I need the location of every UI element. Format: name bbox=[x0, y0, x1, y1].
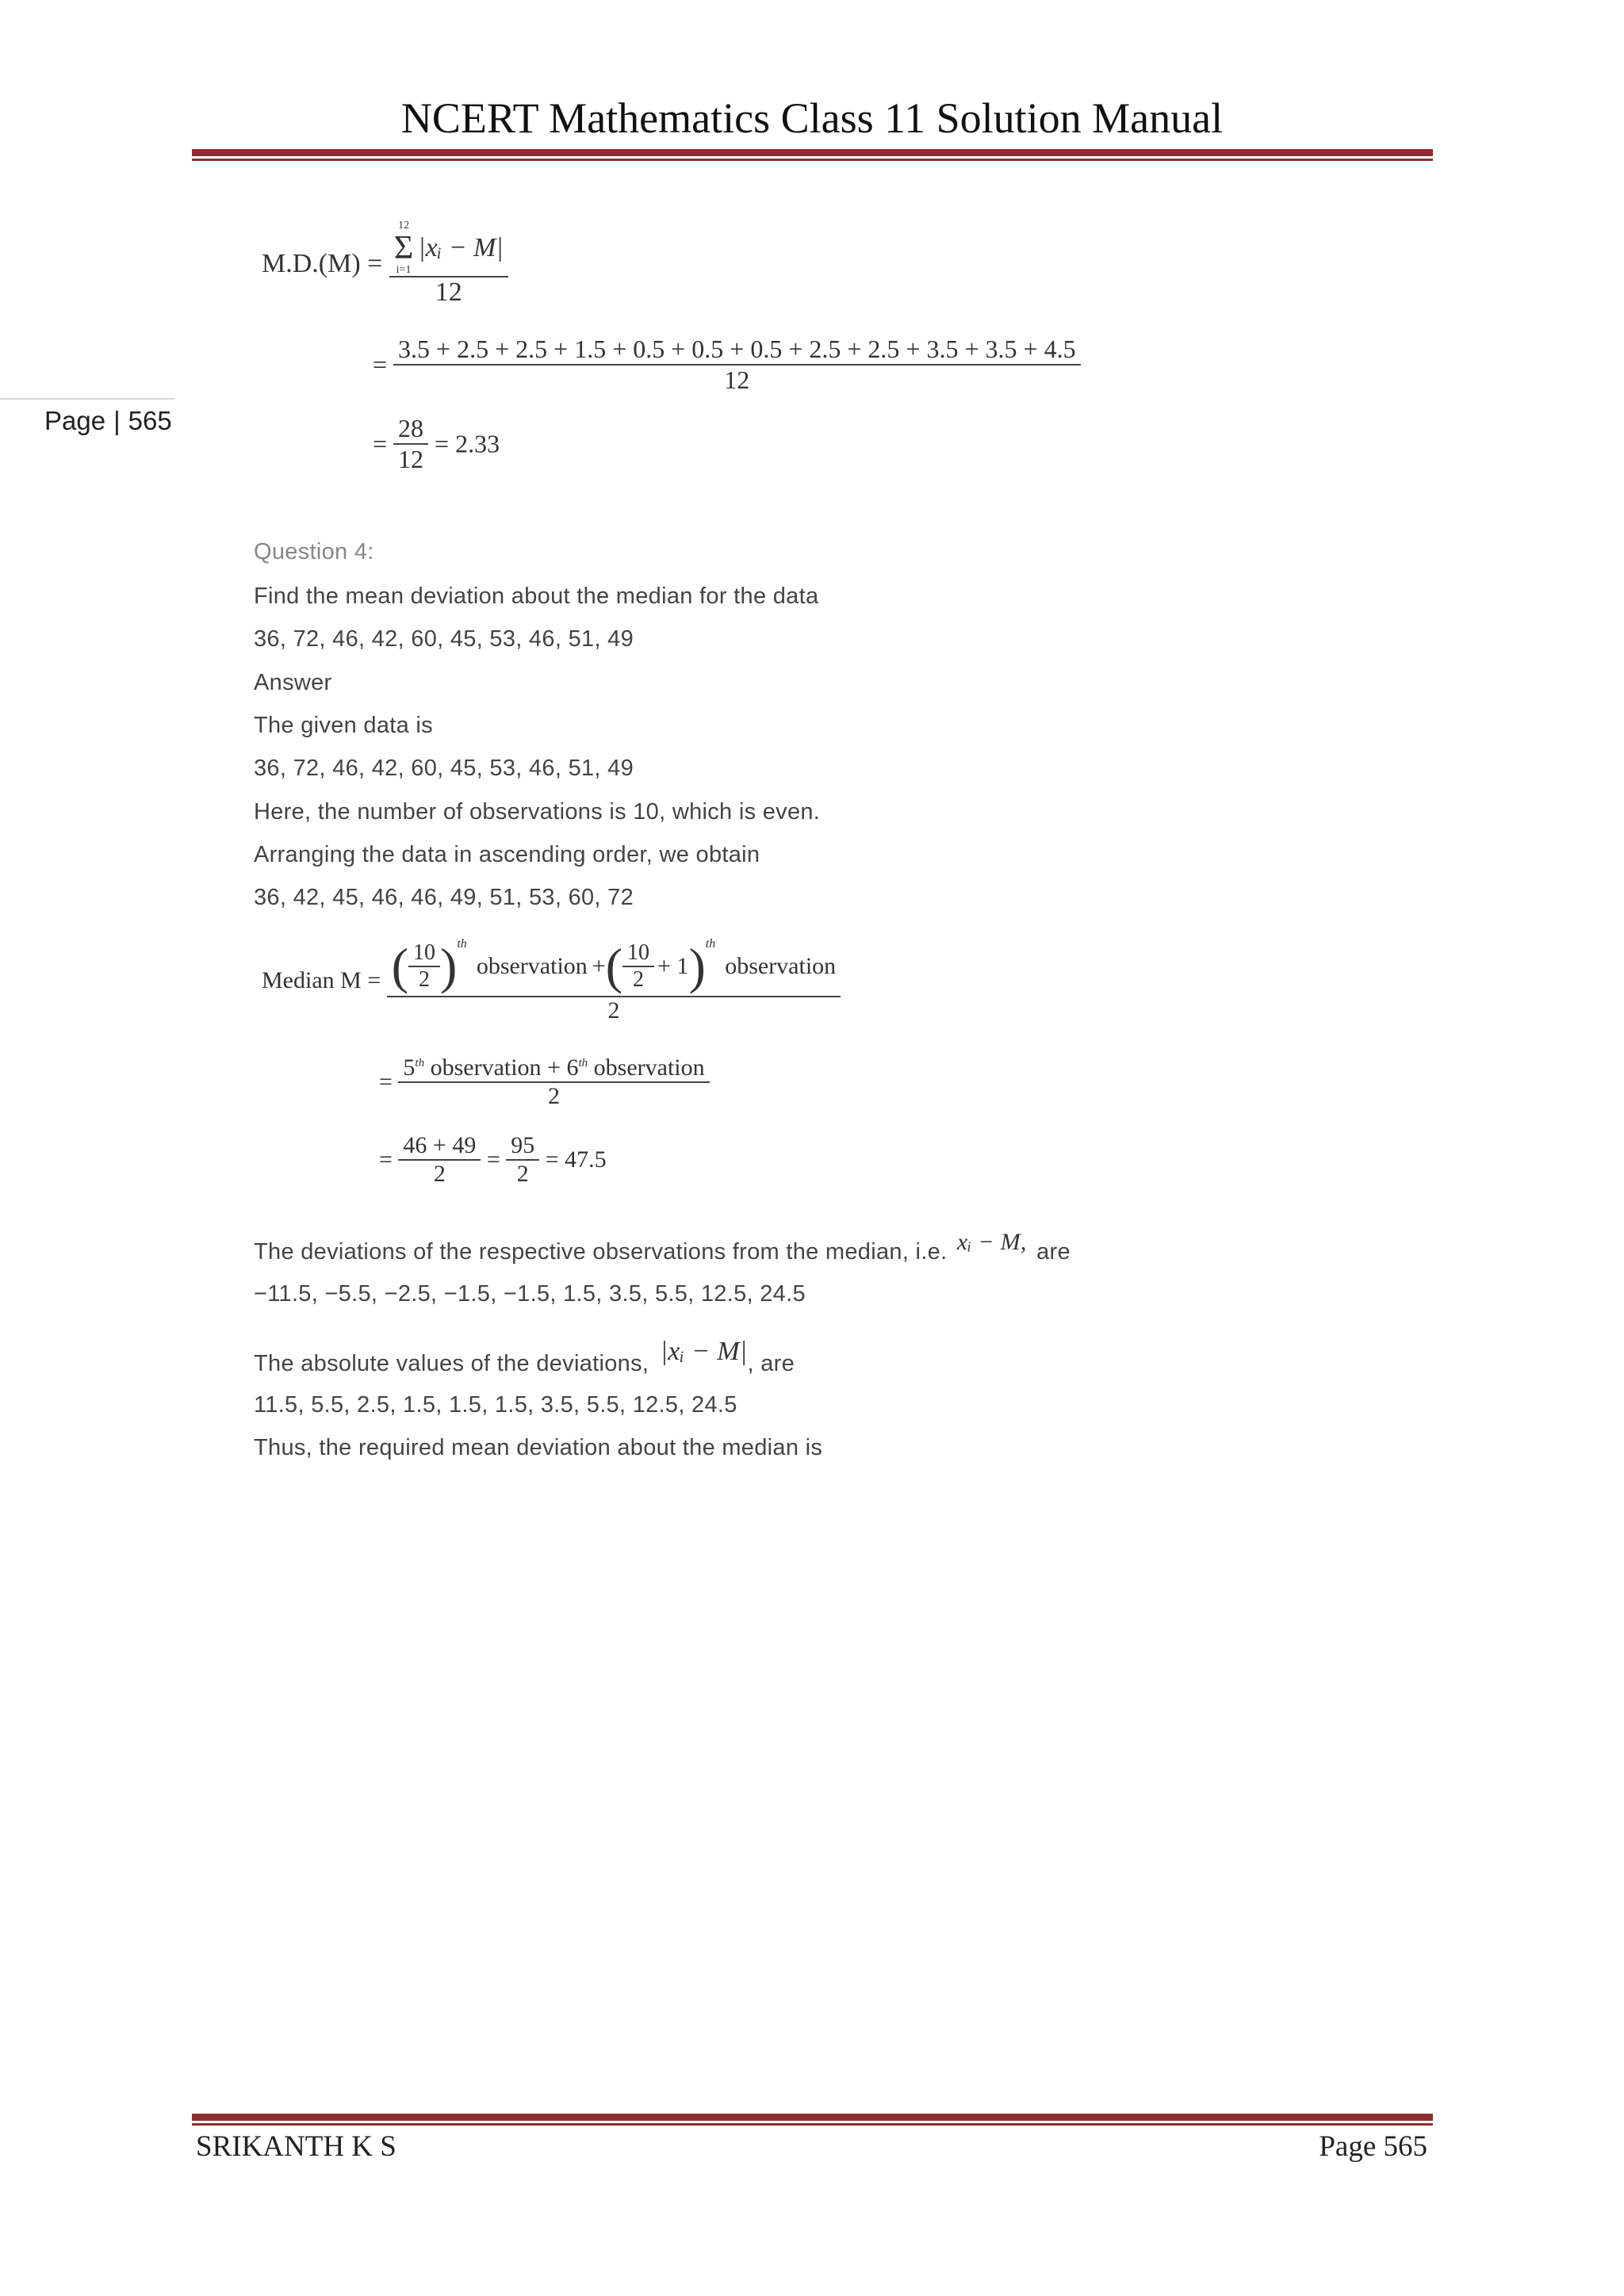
page-header-title: NCERT Mathematics Class 11 Solution Manual bbox=[400, 94, 1224, 142]
median-line-2: = $\frac{5^{th} observation + 6^{th} observation}{2}$ bbox=[379, 1054, 710, 1110]
footer-page-number: Page 565 bbox=[1319, 2130, 1427, 2163]
count-note: Here, the number of observations is 10, which is even. bbox=[254, 799, 821, 825]
sorted-data: 36, 42, 45, 46, 46, 49, 51, 53, 60, 72 bbox=[254, 885, 634, 910]
md-result: = 2.33 bbox=[435, 429, 500, 458]
question-heading: Question 4: bbox=[254, 539, 374, 564]
margin-page-value: 565 bbox=[128, 406, 172, 435]
deviation-expression: xᵢ − M, bbox=[956, 1229, 1027, 1255]
footer-rule bbox=[192, 2114, 1433, 2126]
md-sum-fraction: 12 Σ i=1 |xᵢ − M| 12 bbox=[389, 220, 508, 308]
md-lhs: M.D.(M) = bbox=[262, 249, 383, 278]
median-lhs: Median M = bbox=[262, 967, 381, 993]
md-line-2: = 3.5 + 2.5 + 2.5 + 1.5 + 0.5 + 0.5 + 0.5 + 2.5 + 2.5 + 3.5 + 3.5 + 4.5 12 bbox=[373, 335, 1081, 395]
margin-page-separator: | bbox=[113, 406, 121, 435]
margin-page-label: Page bbox=[44, 406, 106, 435]
arranging-text: Arranging the data in ascending order, we obtain bbox=[254, 842, 760, 867]
given-text: The given data is bbox=[254, 713, 433, 738]
median-formula: Median M = ( $\frac{10}{2}$ ) $^{th}$ observation + ( $\frac{10}{2}$ + 1 ) $^{th}$ observation 2 bbox=[262, 937, 841, 1024]
md-line-3: = $\frac{28}{12}$ = 2.33 bbox=[373, 414, 500, 473]
margin-page-number bbox=[44, 406, 172, 436]
header-rule bbox=[192, 149, 1433, 161]
deviations-intro: The deviations of the respective observations from the median, i.e. xᵢ − M, are bbox=[254, 1229, 1071, 1265]
md-sum-numerator: 3.5 + 2.5 + 2.5 + 1.5 + 0.5 + 0.5 + 0.5 + 2.5 + 2.5 + 3.5 + 3.5 + 4.5 bbox=[398, 335, 1076, 363]
question-data: 36, 72, 46, 42, 60, 45, 53, 46, 51, 49 bbox=[254, 626, 634, 652]
abs-expression: |xᵢ − M| bbox=[660, 1337, 748, 1366]
margin-rule bbox=[0, 398, 174, 400]
question-prompt: Find the mean deviation about the median for the data bbox=[254, 584, 819, 609]
md-formula bbox=[262, 220, 508, 308]
answer-label: Answer bbox=[254, 670, 332, 695]
median-result: = 47.5 bbox=[545, 1146, 607, 1173]
abs-values: 11.5, 5.5, 2.5, 1.5, 1.5, 1.5, 3.5, 5.5, 12.5, 24.5 bbox=[254, 1392, 737, 1418]
abs-intro: The absolute values of the deviations, |xᵢ − M|, are bbox=[254, 1337, 795, 1376]
conclusion: Thus, the required mean deviation about the median is bbox=[254, 1435, 823, 1460]
given-data: 36, 72, 46, 42, 60, 45, 53, 46, 51, 49 bbox=[254, 756, 634, 781]
sigma-symbol: 12 Σ i=1 bbox=[393, 220, 414, 276]
deviation-values: −11.5, −5.5, −2.5, −1.5, −1.5, 1.5, 3.5, 5.5, 12.5, 24.5 bbox=[254, 1281, 806, 1307]
footer-author: SRIKANTH K S bbox=[196, 2130, 396, 2163]
median-line-3: = $\frac{46 + 49}{2}$ = $\frac{95}{2}$ = 47.5 bbox=[379, 1132, 607, 1187]
